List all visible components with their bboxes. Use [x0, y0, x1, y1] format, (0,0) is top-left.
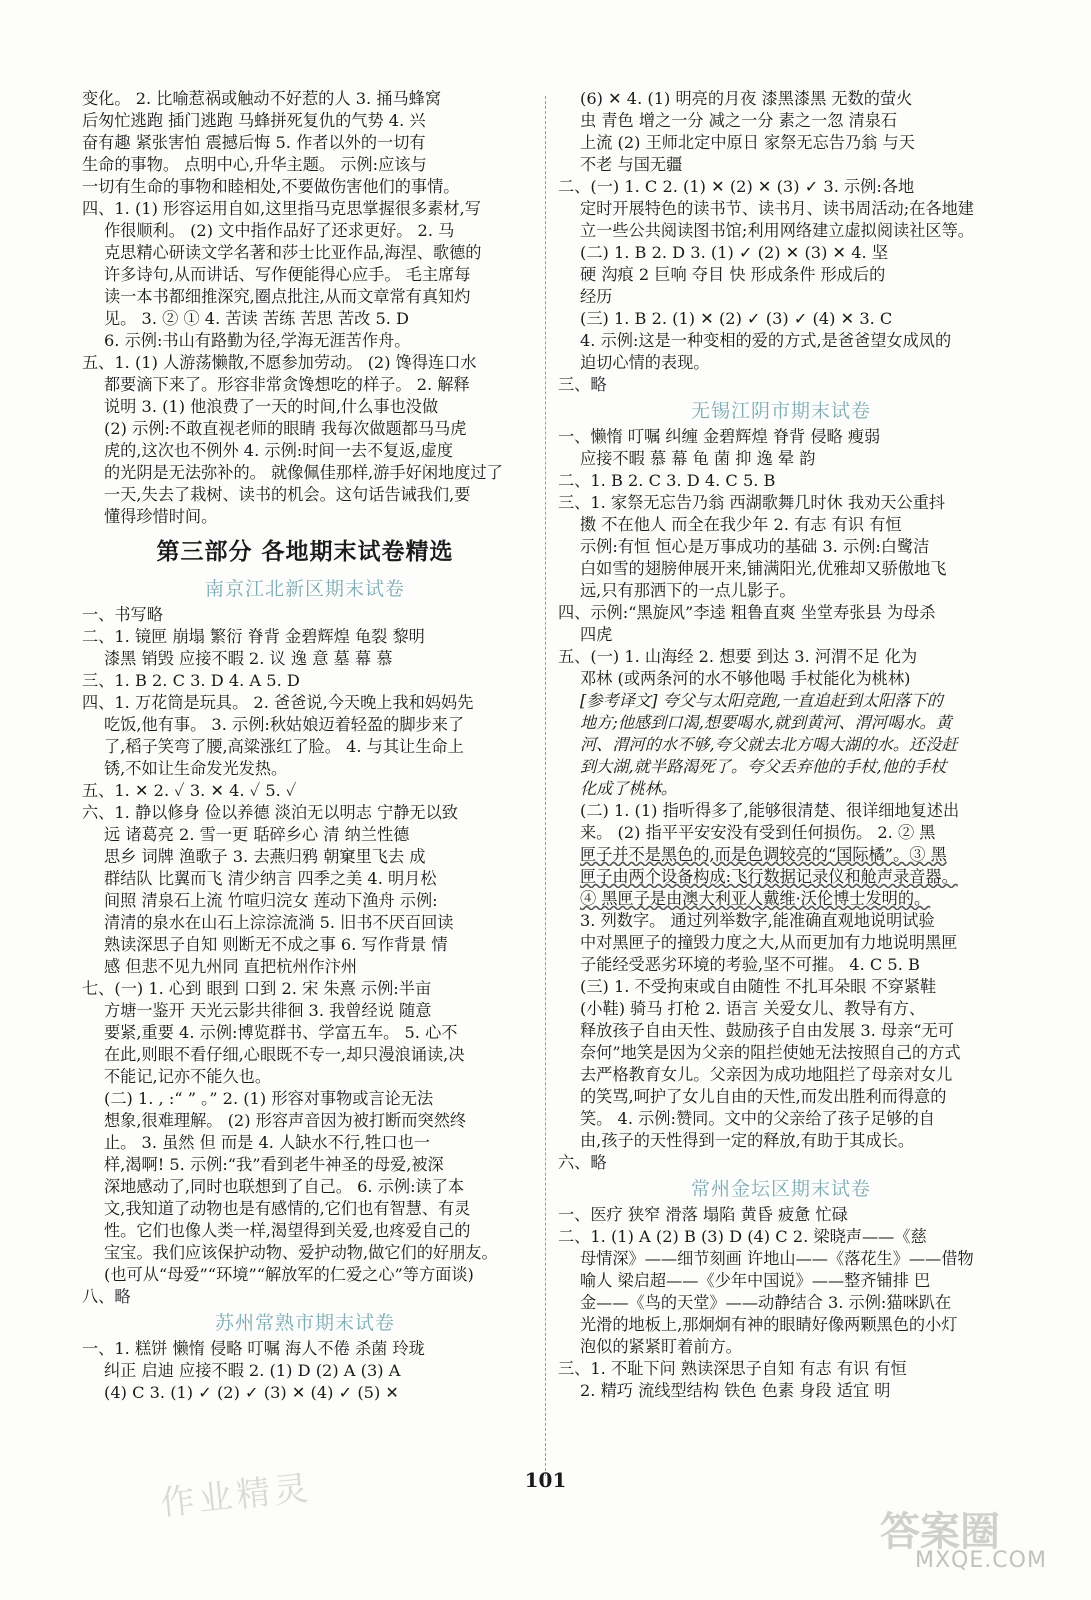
- answer-line: 锈,不如让生命发光发热。: [104, 759, 288, 778]
- answer-line: (6) ✕ 4. (1) 明亮的月夜 漆黑漆黑 无数的萤火: [580, 89, 913, 108]
- answer-line: 不老 与国无疆: [580, 155, 683, 174]
- answer-line: 泡似的紧紧盯着前方。: [580, 1337, 742, 1356]
- answer-line: 纠正 启迪 应接不暇 2. (1) D (2) A (3) A: [104, 1361, 401, 1380]
- answer-line: 后匆忙逃跑 插门逃跑 马蜂拼死复仇的气势 4. 兴: [82, 111, 426, 130]
- answer-line: 6. 示例:书山有路勤为径,学海无涯苦作舟。: [104, 331, 411, 350]
- answer-line: 四、示例:“黑旋风”李逵 粗鲁直爽 坐堂寿张县 为母杀: [558, 603, 936, 622]
- answer-line: 许多诗句,从而讲话、写作便能得心应手。 毛主席每: [104, 265, 471, 284]
- answer-line: 释放孩子自由天性、鼓励孩子自由发展 3. 母亲“无可: [580, 1021, 954, 1040]
- answer-line: 变化。 2. 比喻惹祸或触动不好惹的人 3. 捅马蜂窝: [82, 89, 442, 108]
- watermark-zuoye: 作业精灵: [158, 1468, 315, 1524]
- column-divider: [545, 96, 546, 1476]
- answer-line: 笑。 4. 示例:赞同。文中的父亲给了孩子足够的自: [580, 1109, 935, 1128]
- answer-line: 止。 3. 虽然 但 而是 4. 人缺水不行,牲口也一: [104, 1133, 430, 1152]
- answer-line: 三、1. 不耻下问 熟读深思子自知 有志 有识 有恒: [558, 1359, 907, 1378]
- answer-line: 示例:有恒 恒心是万事成功的基础 3. 示例:白鹭洁: [580, 537, 930, 556]
- answer-line: 吃饭,他有事。 3. 示例:秋姑娘迈着轻盈的脚步来了: [104, 715, 465, 734]
- part-title: 第三部分 各地期末试卷精选: [156, 539, 454, 565]
- answer-line: 五、(一) 1. 山海经 2. 想要 到达 3. 河渭不足 化为: [558, 647, 918, 666]
- answer-line: 匣子由两个设备构成:飞行数据记录仪和舱声录音器。: [580, 867, 958, 886]
- answer-line: 懂得珍惜时间。: [104, 507, 218, 526]
- answer-line: 奈何”地笑是因为父亲的阻拦使她无法按照自己的方式: [580, 1043, 961, 1062]
- answer-line: 文,我知道了动物也是有感情的,它们也有智慧、有灵: [104, 1199, 471, 1218]
- answer-line: 一、书写略: [82, 605, 163, 624]
- answer-line: (也可从“母爱”“环境”“解放军的仁爱之心”等方面谈): [104, 1265, 474, 1284]
- answer-line: 4. 示例:这是一种变相的爱的方式,是爸爸望女成凤的: [580, 331, 952, 350]
- answer-line: 思乡 词牌 渔歌子 3. 去燕归鸦 朝窠里飞去 成: [104, 847, 426, 866]
- answer-line: 经历: [580, 287, 613, 306]
- answer-line: 熟读深思子自知 则断无不成之事 6. 写作背景 情: [104, 935, 448, 954]
- answer-line: (2) 示例:不敢直视老师的眼睛 我每次做题都马马虎: [104, 419, 467, 438]
- answer-line: (三) 1. B 2. (1) ✕ (2) ✓ (3) ✓ (4) ✕ 3. C: [580, 309, 893, 328]
- answer-line: 都要滴下来了。形容非常贪馋想吃的样子。 2. 解释: [104, 375, 470, 394]
- answer-line: 二、1. (1) A (2) B (3) D (4) C 2. 梁晓声——《慈: [558, 1227, 927, 1246]
- answer-line: 二、1. B 2. C 3. D 4. C 5. B: [558, 471, 776, 490]
- answer-line: 擞 不在他人 而全在我少年 2. 有志 有识 有恒: [580, 515, 902, 534]
- page-number: 101: [524, 1468, 567, 1492]
- answer-line: 二、1. 镜匣 崩塌 繁衍 脊背 金碧辉煌 龟裂 黎明: [82, 627, 425, 646]
- answer-line: [参考译文] 夸父与太阳竞跑,一直追赶到太阳落下的: [580, 691, 943, 710]
- answer-line: 感 但悲不见九州同 直把杭州作汴州: [104, 957, 358, 976]
- answer-line: 上流 (2) 王师北定中原日 家祭无忘告乃翁 与天: [580, 133, 915, 152]
- answer-line: 立一些公共阅读图书馆;利用网络建立虚拟阅读社区等。: [580, 221, 974, 240]
- answer-line: 应接不暇 慕 幕 龟 菌 抑 逸 晕 韵: [580, 449, 816, 468]
- answer-line: 一天,失去了栽树、读书的机会。这句话告诫我们,要: [104, 485, 471, 504]
- answer-line: 远 诸葛亮 2. 雪一更 聒碎乡心 清 纳兰性德: [104, 825, 410, 844]
- answer-line: 奋有趣 紧张害怕 震撼后悔 5. 作者以外的一切有: [82, 133, 426, 152]
- answer-line: 群结队 比翼而飞 清少纳言 四季之美 4. 明月松: [104, 869, 437, 888]
- answer-line: 中对黑匣子的撞毁力度之大,从而更加有力地说明黑匣: [580, 933, 958, 952]
- answer-line: 远,只有那洒下的一点儿影子。: [580, 581, 796, 600]
- answer-line: 定时开展特色的读书节、读书月、读书周活动;在各地建: [580, 199, 974, 218]
- answer-line: (二) 1. B 2. D 3. (1) ✓ (2) ✕ (3) ✕ 4. 坚: [580, 243, 889, 262]
- answer-line: (4) C 3. (1) ✓ (2) ✓ (3) ✕ (4) ✓ (5) ✕: [104, 1383, 399, 1402]
- answer-line: 光滑的地板上,那炯炯有神的眼睛好像两颗黑色的小灯: [580, 1315, 958, 1334]
- answer-line: 说明 3. (1) 他浪费了一天的时间,什么事也没做: [104, 397, 439, 416]
- left-column: [82, 88, 528, 1404]
- watermark-logo: 答案圈: [880, 1509, 1000, 1555]
- answer-line: 深地感动了,同时也联想到了自己。 6. 示例:读了本: [104, 1177, 465, 1196]
- answer-line: 七、(一) 1. 心到 眼到 口到 2. 宋 朱熹 示例:半亩: [82, 979, 432, 998]
- answer-line: 见。 3. ② ① 4. 苦读 苦练 苦思 苦改 5. D: [104, 309, 410, 328]
- answer-line: 六、略: [558, 1153, 607, 1172]
- answer-line: 样,渴啊! 5. 示例:“我”看到老牛神圣的母爱,被深: [104, 1155, 444, 1174]
- answer-line: 河、渭河的水不够,夸父就去北方喝大湖的水。还没赶: [580, 735, 958, 754]
- answer-line: 迫切心情的表现。: [580, 353, 710, 372]
- answer-line: 来。 (2) 指平平安安没有受到任何损伤。 2. ② 黑: [580, 823, 936, 842]
- right-column: [558, 88, 1004, 1402]
- section-title: 常州金坛区期末试卷: [690, 1178, 871, 1200]
- answer-line: 作很顺利。 (2) 文中指作品好了还求更好。 2. 马: [104, 221, 455, 240]
- answer-line: 二、(一) 1. C 2. (1) ✕ (2) ✕ (3) ✓ 3. 示例:各地: [558, 177, 915, 196]
- answer-line: 间照 清泉石上流 竹喧归浣女 莲动下渔舟 示例:: [104, 891, 438, 910]
- watermark-url: MXQE.COM: [915, 1548, 1047, 1573]
- answer-line: 3. 列数字。 通过列举数字,能准确直观地说明试验: [580, 911, 935, 930]
- answer-line: 到大湖,就半路渴死了。夸父丢弃他的手杖,他的手杖: [580, 757, 947, 776]
- answer-line: 一、懒惰 叮嘱 纠缠 金碧辉煌 脊背 侵略 瘦弱: [558, 427, 881, 446]
- answer-line: 的笑骂,呵护了女儿自由的天性,而发出胜利而得意的: [580, 1087, 947, 1106]
- answer-line: 了,稻子笑弯了腰,高粱涨红了脸。 4. 与其让生命上: [104, 737, 464, 756]
- answer-line: 由,孩子的天性得到一定的释放,有助于其成长。: [580, 1131, 915, 1150]
- answer-line: 生命的事物。 点明中心,升华主题。 示例:应该与: [82, 155, 427, 174]
- answer-line: 三、1. 家祭无忘告乃翁 西湖歌舞几时休 我劝天公重抖: [558, 493, 946, 512]
- answer-line: 一、医疗 狭窄 滑落 塌陷 黄昏 疲惫 忙碌: [558, 1205, 848, 1224]
- answer-line: 四、1. 万花筒是玩具。 2. 爸爸说,今天晚上我和妈妈先: [82, 693, 474, 712]
- answer-line: 邓林 (或两条河的水不够他喝 手杖能化为桃林): [580, 669, 911, 688]
- answer-line: 2. 精巧 流线型结构 铁色 色素 身段 适宜 明: [580, 1381, 891, 1400]
- section-title: 苏州常熟市期末试卷: [214, 1312, 395, 1334]
- answer-line: 四虎: [580, 625, 613, 644]
- answer-line: 地方;他感到口渴,想要喝水,就到黄河、渭河喝水。黄: [580, 713, 952, 732]
- answer-line: 要紧,重要 4. 示例:博览群书、学富五车。 5. 心不: [104, 1023, 458, 1042]
- answer-line: 三、略: [558, 375, 607, 394]
- answer-line: 母情深》——细节刻画 许地山——《落花生》——借物: [580, 1249, 974, 1268]
- answer-line: 喻人 梁启超——《少年中国说》——整齐铺排 巴: [580, 1271, 931, 1290]
- answer-line: (二) 1. , :“ ” 。” 2. (1) 形容对事物或言论无法: [104, 1089, 434, 1108]
- section-title: 无锡江阴市期末试卷: [690, 400, 871, 422]
- answer-line: 想象,很难理解。 (2) 形容声音因为被打断而突然终: [104, 1111, 467, 1130]
- answer-line: 一切有生命的事物和睦相处,不要做伤害他们的事情。: [82, 177, 460, 196]
- answer-line: 在此,则眼不看仔细,心眼既不专一,却只漫浪诵读,决: [104, 1045, 465, 1064]
- answer-line: 读一本书都细推深究,圈点批注,从而文章常有真知灼: [104, 287, 471, 306]
- answer-line: ④ 黑匣子是由澳大利亚人戴维·沃伦博士发明的。: [580, 889, 931, 908]
- answer-line: 五、1. ✕ 2. ✓ 3. ✕ 4. ✓ 5. ✓: [82, 781, 297, 800]
- answer-line: 一、1. 糕饼 懒惰 侵略 叮嘱 海人不倦 杀菌 玲珑: [82, 1339, 425, 1358]
- answer-line: 性。它们也像人类一样,渴望得到关爱,也疼爱自己的: [104, 1221, 471, 1240]
- answer-line: 虫 青色 增之一分 减之一分 素之一忽 清泉石: [580, 111, 898, 130]
- answer-line: 子能经受恶劣环境的考验,坚不可摧。 4. C 5. B: [580, 955, 920, 974]
- answer-line: 方塘一鉴开 天光云影共徘徊 3. 我曾经说 随意: [104, 1001, 432, 1020]
- answer-line: 清清的泉水在山石上淙淙流淌 5. 旧书不厌百回读: [104, 913, 454, 932]
- answer-line: 三、1. B 2. C 3. D 4. A 5. D: [82, 671, 300, 690]
- answer-line: 匣子并不是黑色的,而是色调较亮的“国际橘”。③ 黑: [580, 845, 947, 864]
- answer-line: 白如雪的翅膀伸展开来,铺满阳光,优雅却又骄傲地飞: [580, 559, 947, 578]
- answer-line: 八、略: [82, 1287, 131, 1306]
- answer-line: 五、1. (1) 人游荡懒散,不愿参加劳动。 (2) 馋得连口水: [82, 353, 477, 372]
- answer-line: 的光阴是无法弥补的。 就像佩佳那样,游手好闲地度过了: [104, 463, 503, 482]
- answer-line: 虎的,这次也不例外 4. 示例:时间一去不复返,虚度: [104, 441, 454, 460]
- answer-line: 去严格教育女儿。父亲因为成功地阻拦了母亲对女儿: [580, 1065, 953, 1084]
- answer-line: 漆黑 销毁 应接不暇 2. 议 逸 意 墓 幕 慕: [104, 649, 393, 668]
- answer-line: 化成了桃林。: [580, 779, 678, 798]
- answer-line: 六、1. 静以修身 俭以养德 淡泊无以明志 宁静无以致: [82, 803, 458, 822]
- answer-line: 硬 沟痕 2 巨响 夺目 快 形成条件 形成后的: [580, 265, 886, 284]
- answer-line: 不能记,记亦不能久也。: [104, 1067, 272, 1086]
- answer-line: (三) 1. 不受拘束或自由随性 不扎耳朵眼 不穿紧鞋: [580, 977, 937, 996]
- answer-line: (小鞋) 骑马 打枪 2. 语言 关爱女儿、教导有方、: [580, 999, 926, 1018]
- answer-line: (二) 1. (1) 指听得多了,能够很清楚、很详细地复述出: [580, 801, 960, 820]
- answer-line: 宝宝。我们应该保护动物、爱护动物,做它们的好朋友。: [104, 1243, 498, 1262]
- section-title: 南京江北新区期末试卷: [204, 578, 405, 600]
- answer-line: 克思精心研读文学名著和莎士比亚作品,海涅、歌德的: [104, 243, 482, 262]
- answer-line: 四、1. (1) 形容运用自如,这里指马克思掌握很多素材,写: [82, 199, 481, 218]
- answer-line: 金——《鸟的天堂》——动静结合 3. 示例:猫咪趴在: [580, 1293, 952, 1312]
